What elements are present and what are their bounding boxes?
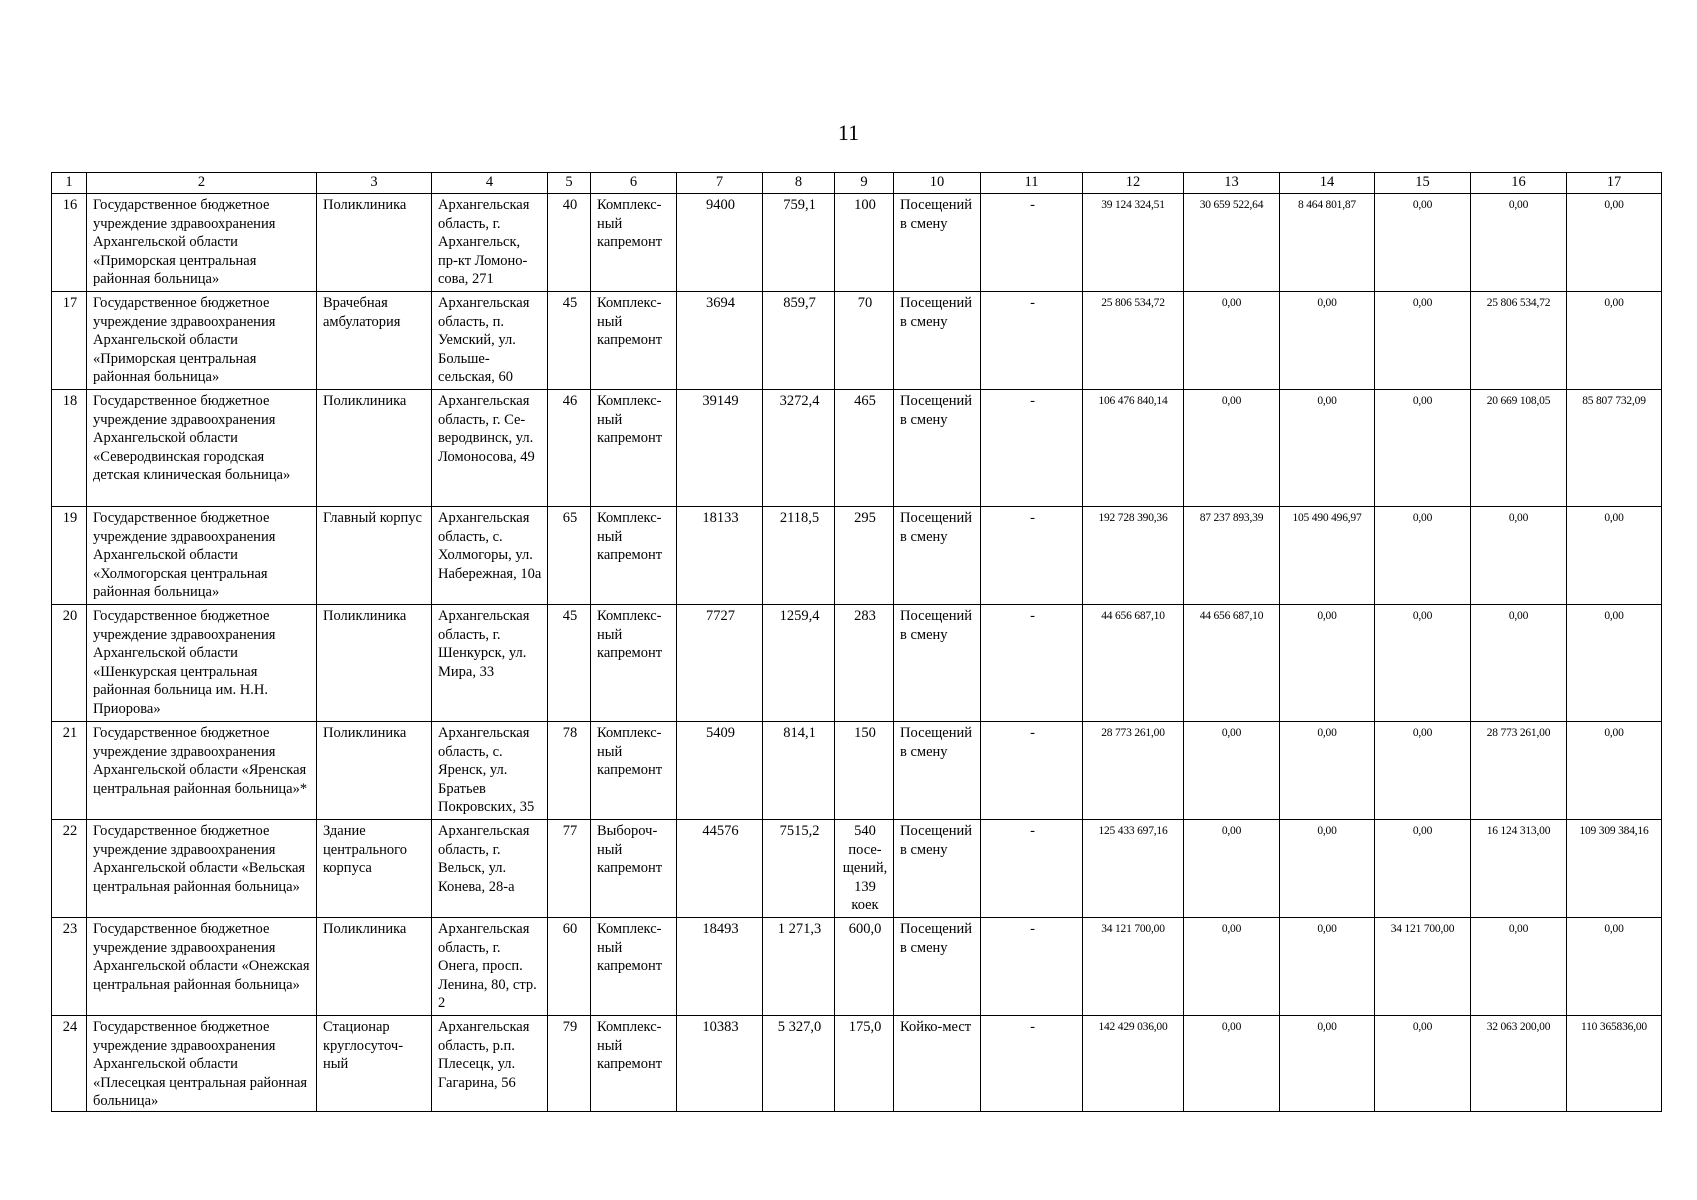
table-cell: Посещений в смену	[894, 507, 981, 605]
table-cell: -	[981, 820, 1083, 918]
table-cell: 39149	[677, 390, 763, 507]
table-cell: 0,00	[1471, 194, 1567, 292]
table-row	[52, 1016, 1662, 1112]
table-row	[52, 722, 1662, 820]
table-cell: Посещений в смену	[894, 292, 981, 390]
table-cell: Врачебная амбулатория	[317, 292, 432, 390]
table-cell: 0,00	[1184, 390, 1280, 507]
column-header: 10	[894, 173, 981, 194]
table-cell: -	[981, 194, 1083, 292]
table-cell: 46	[548, 390, 591, 507]
column-header: 3	[317, 173, 432, 194]
column-header: 4	[432, 173, 548, 194]
table-cell: 10383	[677, 1016, 763, 1112]
table-cell: Государственное бюджетное учреждение здравоохранения Архангельской области «Вельская центральная районная больница»	[87, 820, 317, 918]
table-row	[52, 194, 1662, 292]
column-header: 12	[1083, 173, 1184, 194]
table-cell: Поликлиника	[317, 605, 432, 722]
table-cell: 8 464 801,87	[1280, 194, 1375, 292]
table-cell: Государственное бюджетное учреждение здравоохранения Архангельской области «Яренская центральная районная больница»*	[87, 722, 317, 820]
table-cell: 0,00	[1375, 194, 1471, 292]
table-cell: 17	[52, 292, 87, 390]
table-cell: 34 121 700,00	[1083, 918, 1184, 1016]
table-cell: 0,00	[1567, 605, 1662, 722]
table-cell: 0,00	[1280, 292, 1375, 390]
table-cell: 18493	[677, 918, 763, 1016]
table-cell: Комплекс-ный капремонт	[591, 194, 677, 292]
table-cell: 0,00	[1375, 292, 1471, 390]
header-row	[52, 173, 1662, 194]
table-cell: 125 433 697,16	[1083, 820, 1184, 918]
table-cell: Архангельская область, г. Шенкурск, ул. Мира, 33	[432, 605, 548, 722]
table-cell: Посещений в смену	[894, 820, 981, 918]
column-header: 9	[835, 173, 894, 194]
table-cell: 32 063 200,00	[1471, 1016, 1567, 1112]
table-cell: 0,00	[1471, 605, 1567, 722]
table-cell: 40	[548, 194, 591, 292]
column-header: 13	[1184, 173, 1280, 194]
column-header: 1	[52, 173, 87, 194]
table-cell: 0,00	[1471, 918, 1567, 1016]
table-cell: 3272,4	[763, 390, 835, 507]
table-cell: 34 121 700,00	[1375, 918, 1471, 1016]
table-cell: Поликлиника	[317, 390, 432, 507]
column-header: 14	[1280, 173, 1375, 194]
table-cell: Государственное бюджетное учреждение здравоохранения Архангельской области «Онежская центральная районная больница»	[87, 918, 317, 1016]
table-row	[52, 918, 1662, 1016]
table-cell: 0,00	[1567, 194, 1662, 292]
table-cell: 21	[52, 722, 87, 820]
table-cell: 22	[52, 820, 87, 918]
table-cell: 16	[52, 194, 87, 292]
table-cell: Посещений в смену	[894, 722, 981, 820]
table-cell: Посещений в смену	[894, 390, 981, 507]
table-cell: 20 669 108,05	[1471, 390, 1567, 507]
table-cell: Государственное бюджетное учреждение здравоохранения Архангельской области «Приморская центральная районная больница»	[87, 194, 317, 292]
table-cell: Койко-мест	[894, 1016, 981, 1112]
table-cell: 0,00	[1280, 722, 1375, 820]
table-cell: 0,00	[1375, 507, 1471, 605]
table-cell: Государственное бюджетное учреждение здравоохранения Архангельской области «Северодвинская городская детская клиническая больница»	[87, 390, 317, 507]
table-cell: 70	[835, 292, 894, 390]
table-cell: 0,00	[1280, 820, 1375, 918]
table-cell: 25 806 534,72	[1083, 292, 1184, 390]
table-row	[52, 390, 1662, 507]
table-cell: 759,1	[763, 194, 835, 292]
table-cell: 60	[548, 918, 591, 1016]
table-cell: 0,00	[1375, 722, 1471, 820]
table-cell: 87 237 893,39	[1184, 507, 1280, 605]
table-cell: 25 806 534,72	[1471, 292, 1567, 390]
table-cell: 110 365836,00	[1567, 1016, 1662, 1112]
table-cell: 77	[548, 820, 591, 918]
table-cell: 0,00	[1280, 605, 1375, 722]
column-header: 15	[1375, 173, 1471, 194]
column-header: 11	[981, 173, 1083, 194]
table-cell: Государственное бюджетное учреждение здравоохранения Архангельской области «Приморская центральная районная больница»	[87, 292, 317, 390]
table-cell: -	[981, 605, 1083, 722]
page-number: 11	[837, 120, 860, 145]
table-cell: 44 656 687,10	[1083, 605, 1184, 722]
table-cell: 0,00	[1567, 918, 1662, 1016]
table-cell: Архангельская область, г. Архангельск, пр-кт Ломоно-сова, 271	[432, 194, 548, 292]
table-cell: 28 773 261,00	[1083, 722, 1184, 820]
table-cell: 7727	[677, 605, 763, 722]
table-cell: 0,00	[1280, 918, 1375, 1016]
table-cell: 20	[52, 605, 87, 722]
table-cell: Поликлиника	[317, 918, 432, 1016]
column-header: 6	[591, 173, 677, 194]
table-cell: 45	[548, 292, 591, 390]
table-cell: 18133	[677, 507, 763, 605]
table-cell: 105 490 496,97	[1280, 507, 1375, 605]
table-cell: 3694	[677, 292, 763, 390]
table-cell: -	[981, 390, 1083, 507]
table-row	[52, 507, 1662, 605]
table-cell: Архангельская область, г. Онега, просп. Ленина, 80, стр. 2	[432, 918, 548, 1016]
table-cell: 0,00	[1184, 820, 1280, 918]
table-cell: 78	[548, 722, 591, 820]
table-cell: 1259,4	[763, 605, 835, 722]
table-cell: -	[981, 292, 1083, 390]
table-cell: 295	[835, 507, 894, 605]
table-cell: 5409	[677, 722, 763, 820]
table-cell: 45	[548, 605, 591, 722]
table-cell: Поликлиника	[317, 194, 432, 292]
table-cell: 44576	[677, 820, 763, 918]
table-cell: 16 124 313,00	[1471, 820, 1567, 918]
table-row	[52, 820, 1662, 918]
table-cell: 39 124 324,51	[1083, 194, 1184, 292]
table-cell: Главный корпус	[317, 507, 432, 605]
column-header: 8	[763, 173, 835, 194]
table-cell: Архангельская область, г. Се-веродвинск, ул. Ломоносова, 49	[432, 390, 548, 507]
table-cell: 28 773 261,00	[1471, 722, 1567, 820]
table-cell: Архангельская область, п. Уемский, ул. Больше-сельская, 60	[432, 292, 548, 390]
table-cell: Архангельская область, с. Холмогоры, ул. Набережная, 10а	[432, 507, 548, 605]
table-cell: 106 476 840,14	[1083, 390, 1184, 507]
table-cell: Комплекс-ный капремонт	[591, 1016, 677, 1112]
table-cell: Комплекс-ный капремонт	[591, 507, 677, 605]
column-header: 16	[1471, 173, 1567, 194]
table-cell: Поликлиника	[317, 722, 432, 820]
table-cell: 0,00	[1280, 1016, 1375, 1112]
table-cell: 814,1	[763, 722, 835, 820]
table-cell: Архангельская область, р.п. Плесецк, ул. Гагарина, 56	[432, 1016, 548, 1112]
table-cell: 142 429 036,00	[1083, 1016, 1184, 1112]
table-cell: 192 728 390,36	[1083, 507, 1184, 605]
table-cell: Архангельская область, г. Вельск, ул. Конева, 28-а	[432, 820, 548, 918]
table-cell: 600,0	[835, 918, 894, 1016]
column-header: 2	[87, 173, 317, 194]
table-row	[52, 292, 1662, 390]
table-cell: 2118,5	[763, 507, 835, 605]
table-cell: Посещений в смену	[894, 194, 981, 292]
table-cell: 79	[548, 1016, 591, 1112]
table-row	[52, 605, 1662, 722]
table-cell: 0,00	[1184, 722, 1280, 820]
table-cell: Комплекс-ный капремонт	[591, 918, 677, 1016]
table-cell: 9400	[677, 194, 763, 292]
table-cell: 100	[835, 194, 894, 292]
table-cell: 44 656 687,10	[1184, 605, 1280, 722]
table-cell: 0,00	[1471, 507, 1567, 605]
table-cell: 109 309 384,16	[1567, 820, 1662, 918]
table-cell: 65	[548, 507, 591, 605]
table-cell: 0,00	[1567, 507, 1662, 605]
table-cell: 540 посе-щений, 139 коек	[835, 820, 894, 918]
table-cell: Выбороч-ный капремонт	[591, 820, 677, 918]
table-cell: 19	[52, 507, 87, 605]
table-cell: 150	[835, 722, 894, 820]
table-cell: 465	[835, 390, 894, 507]
table-cell: -	[981, 507, 1083, 605]
table-cell: 175,0	[835, 1016, 894, 1112]
table-cell: 0,00	[1567, 722, 1662, 820]
table-cell: 859,7	[763, 292, 835, 390]
table-cell: Комплекс-ный капремонт	[591, 292, 677, 390]
table-cell: -	[981, 722, 1083, 820]
table-cell: 0,00	[1375, 605, 1471, 722]
table-cell: -	[981, 1016, 1083, 1112]
column-header: 7	[677, 173, 763, 194]
table-cell: Архангельская область, с. Яренск, ул. Братьев Покровских, 35	[432, 722, 548, 820]
table-cell: -	[981, 918, 1083, 1016]
table-cell: Посещений в смену	[894, 605, 981, 722]
table-cell: 0,00	[1280, 390, 1375, 507]
table-cell: 0,00	[1375, 1016, 1471, 1112]
table-cell: 0,00	[1184, 1016, 1280, 1112]
table-cell: Комплекс-ный капремонт	[591, 722, 677, 820]
table-cell: 85 807 732,09	[1567, 390, 1662, 507]
table-cell: 5 327,0	[763, 1016, 835, 1112]
table-cell: Государственное бюджетное учреждение здравоохранения Архангельской области «Шенкурская центральная районная больница им. Н.Н. Приорова»	[87, 605, 317, 722]
table-cell: 24	[52, 1016, 87, 1112]
column-header: 5	[548, 173, 591, 194]
table-cell: Государственное бюджетное учреждение здравоохранения Архангельской области «Холмогорская центральная районная больница»	[87, 507, 317, 605]
table-cell: Здание центрального корпуса	[317, 820, 432, 918]
table-cell: 18	[52, 390, 87, 507]
table-cell: 0,00	[1375, 820, 1471, 918]
table-cell: Государственное бюджетное учреждение здравоохранения Архангельской области «Плесецкая центральная районная больница»	[87, 1016, 317, 1112]
table-cell: 30 659 522,64	[1184, 194, 1280, 292]
table-cell: 23	[52, 918, 87, 1016]
table-cell: Комплекс-ный капремонт	[591, 390, 677, 507]
table-cell: 0,00	[1184, 918, 1280, 1016]
table-cell: 283	[835, 605, 894, 722]
table-cell: 0,00	[1184, 292, 1280, 390]
column-header: 17	[1567, 173, 1662, 194]
table-cell: 0,00	[1375, 390, 1471, 507]
table-cell: 0,00	[1567, 292, 1662, 390]
data-table	[51, 172, 1662, 1112]
table-cell: Посещений в смену	[894, 918, 981, 1016]
table-cell: Стационар круглосуточ-ный	[317, 1016, 432, 1112]
table-cell: 7515,2	[763, 820, 835, 918]
table-cell: Комплекс-ный капремонт	[591, 605, 677, 722]
table-cell: 1 271,3	[763, 918, 835, 1016]
